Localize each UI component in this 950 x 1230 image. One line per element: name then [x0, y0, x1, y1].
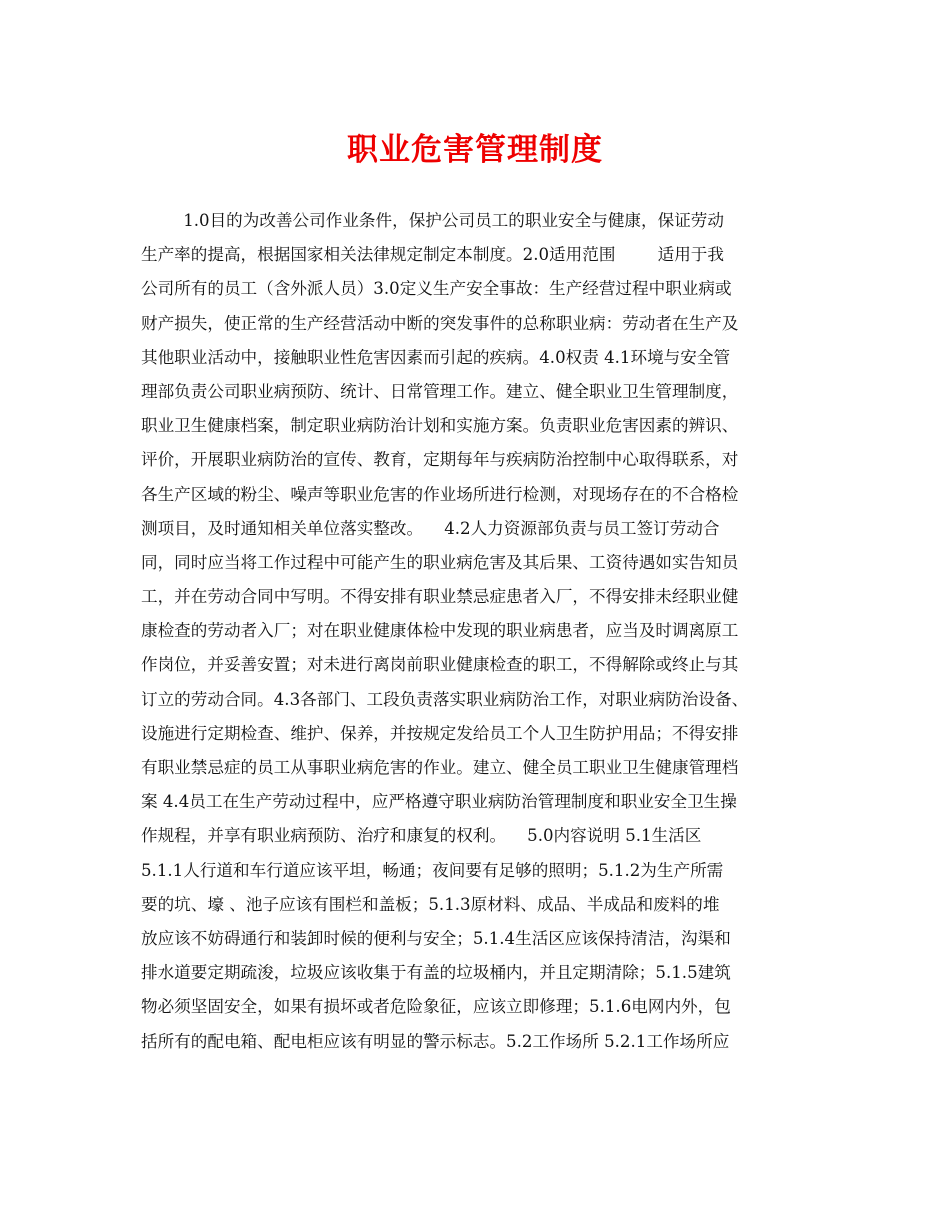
- body-line: 有职业禁忌症的员工从事职业病危害的作业。建立、健全员工职业卫生健康管理档: [141, 758, 739, 777]
- body-line: 财产损失，使正常的生产经营活动中断的突发事件的总称职业病：劳动者在生产及: [141, 313, 739, 333]
- body-line: 职业卫生健康档案，制定职业病防治计划和实施方案。负责职业危害因素的辨识、: [141, 416, 739, 436]
- body-line: 各生产区域的粉尘、噪声等职业危害的作业场所进行检测，对现场存在的不合格检: [141, 484, 739, 504]
- body-line: 5.1.1人行道和车行道应该平坦，畅通；夜间要有足够的照明；5.1.2为生产所需: [141, 860, 724, 880]
- body-line: 订立的劳动合同。4.3各部门、工段负责落实职业病防治工作，对职业病防治设备、: [141, 689, 749, 709]
- body-line: 排水道要定期疏浚，垃圾应该收集于有盖的垃圾桶内，并且定期清除；5.1.5建筑: [141, 963, 731, 983]
- body-line: 要的坑、壕 、池子应该有围栏和盖板；5.1.3原材料、成品、半成品和废料的堆: [141, 894, 720, 914]
- body-line: 作岗位，并妥善安置；对未进行离岗前职业健康检查的职工，不得解除或终止与其: [141, 655, 739, 675]
- body-line: 工，并在劳动合同中写明。不得安排有职业禁忌症患者入厂，不得安排未经职业健: [141, 587, 739, 607]
- body-line: 测项目，及时通知相关单位落实整改。 4.2人力资源部负责与员工签订劳动合: [141, 518, 720, 538]
- body-line: 作规程，并享有职业病预防、治疗和康复的权利。 5.0内容说明 5.1生活区: [141, 826, 702, 846]
- body-line: 公司所有的员工（含外派人员）3.0定义生产安全事故：生产经营过程中职业病或: [141, 279, 732, 299]
- body-line: 评价，开展职业病防治的宣传、教育，定期每年与疾病防治控制中心取得联系，对: [141, 450, 739, 470]
- body-line: 括所有的配电箱、配电柜应该有明显的警示标志。5.2工作场所 5.2.1工作场所应: [141, 1031, 730, 1051]
- body-line: 理部负责公司职业病预防、统计、日常管理工作。建立、健全职业卫生管理制度，: [141, 381, 739, 401]
- body-line: 案 4.4员工在生产劳动过程中，应严格遵守职业病防治管理制度和职业安全卫生操: [141, 792, 737, 812]
- body-line: 生产率的提高，根据国家相关法律规定制定本制度。2.0适用范围 适用于我: [141, 245, 724, 265]
- document-body: [141, 204, 813, 1059]
- body-line: 放应该不妨碍通行和装卸时候的便利与安全；5.1.4生活区应该保持清洁，沟渠和: [141, 928, 731, 948]
- body-line: 1.0目的为改善公司作业条件，保护公司员工的职业安全与健康，保证劳动: [141, 211, 724, 230]
- body-line: 康检查的劳动者入厂；对在职业健康体检中发现的职业病患者，应当及时调离原工: [141, 621, 739, 641]
- body-line: 物必须坚固安全，如果有损坏或者危险象征，应该立即修理；5.1.6电网内外，包: [141, 997, 731, 1017]
- body-line: 设施进行定期检查、维护、保养，并按规定发给员工个人卫生防护用品；不得安排: [141, 723, 739, 743]
- body-line: 其他职业活动中，接触职业性危害因素而引起的疾病。4.0权责 4.1环境与安全管: [141, 347, 731, 367]
- document-title: 职业危害管理制度: [347, 132, 603, 168]
- body-line: 同，同时应当将工作过程中可能产生的职业病危害及其后果、工资待遇如实告知员: [141, 552, 739, 572]
